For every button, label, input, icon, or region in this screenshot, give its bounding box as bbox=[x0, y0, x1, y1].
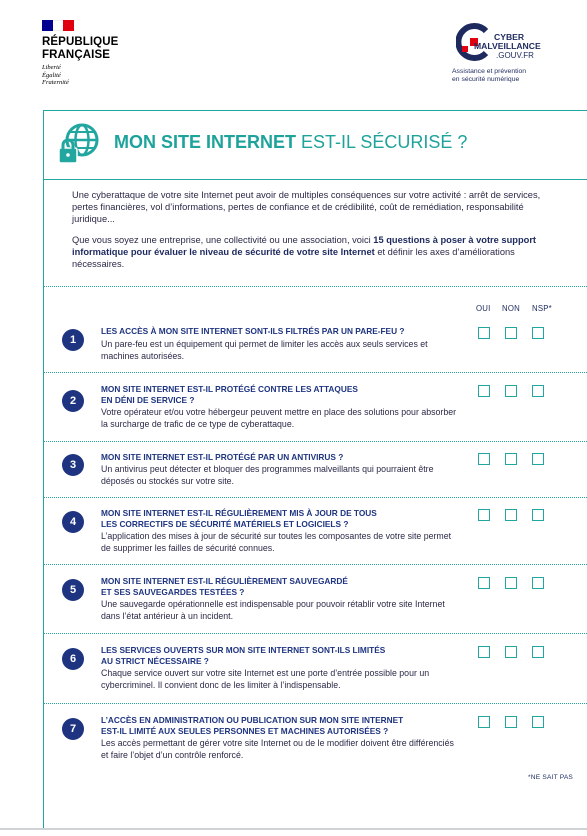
question-title: MON SITE INTERNET EST-IL RÉGULIÈREMENT MIS À JOUR DE TOUS LES CORRECTIFS DE SÉCURITÉ MATÉRIELS ET LOGICIELS ? bbox=[101, 508, 377, 529]
question-number: 2 bbox=[62, 390, 84, 412]
gouv-fr-word: .GOUV.FR bbox=[496, 51, 534, 61]
checkbox-nsp[interactable] bbox=[532, 453, 544, 465]
checkbox-oui[interactable] bbox=[478, 385, 490, 397]
answer-checkboxes bbox=[478, 385, 544, 397]
cyber-word: CYBER bbox=[494, 32, 525, 42]
cybermalveillance-tagline: Assistance et prévention en sécurité numérique bbox=[452, 68, 527, 83]
checkbox-oui[interactable] bbox=[478, 327, 490, 339]
intro-text bbox=[72, 190, 552, 271]
question-description: Un antivirus peut détecter et bloquer des programmes malveillants qui pourraient être déposés ou stockés sur votre site. bbox=[101, 464, 434, 486]
question-description: Votre opérateur et/ou votre hébergeur peuvent mettre en place des solutions pour absorber la surcharge de trafic de ce type de cyberattaque. bbox=[101, 407, 457, 429]
question-number: 7 bbox=[62, 718, 84, 740]
question-divider bbox=[43, 633, 587, 634]
intro-divider bbox=[43, 286, 587, 287]
checkbox-nsp[interactable] bbox=[532, 577, 544, 589]
globe-lock-icon bbox=[58, 121, 102, 165]
checkbox-nsp[interactable] bbox=[532, 327, 544, 339]
question-description: Les accès permettant de gérer votre site Internet ou de le modifier doivent être différenciés et faire l’objet d’un contrôle renforcé. bbox=[101, 738, 454, 760]
checkbox-oui[interactable] bbox=[478, 716, 490, 728]
question-number: 3 bbox=[62, 454, 84, 476]
question-description: Une sauvegarde opérationnelle est indispensable pour pouvoir rétablir votre site Internet dans l’état antérieur à un incident. bbox=[101, 599, 445, 621]
question-title: MON SITE INTERNET EST-IL RÉGULIÈREMENT SAUVEGARDÉ ET SES SAUVEGARDES TESTÉES ? bbox=[101, 576, 348, 597]
answer-checkboxes bbox=[478, 646, 544, 658]
page-title: MON SITE INTERNET EST-IL SÉCURISÉ ? bbox=[114, 132, 468, 152]
question-title: MON SITE INTERNET EST-IL PROTÉGÉ CONTRE LES ATTAQUES EN DÉNI DE SERVICE ? bbox=[101, 384, 358, 405]
question-description: Chaque service ouvert sur votre site Internet est une porte d’entrée possible pour un cybercriminel. Il convient donc de les limiter à l’indispensable. bbox=[101, 668, 430, 690]
republic-motto: Liberté Égalité Fraternité bbox=[42, 64, 69, 86]
bottom-rule bbox=[0, 828, 587, 830]
checkbox-non[interactable] bbox=[505, 716, 517, 728]
republique-francaise-logo bbox=[42, 20, 162, 87]
question-divider bbox=[43, 372, 587, 373]
question-divider bbox=[43, 564, 587, 565]
question-description: L’application des mises à jour de sécurité sur toutes les composantes de votre site permet de supprimer les failles de sécurité connues. bbox=[101, 531, 452, 553]
question-divider bbox=[43, 441, 587, 442]
question-title: LES SERVICES OUVERTS SUR MON SITE INTERNET SONT-ILS LIMITÉS AU STRICT NÉCESSAIRE ? bbox=[101, 645, 386, 666]
question-title: L’ACCÈS EN ADMINISTRATION OU PUBLICATION SUR MON SITE INTERNET EST-IL LIMITÉ AUX SEULES PERSONNES ET MACHINES AUTORISÉES ? bbox=[101, 715, 404, 736]
column-nsp: NSP* bbox=[532, 304, 552, 313]
checkbox-nsp[interactable] bbox=[532, 385, 544, 397]
malveillance-word: MALVEILLANCE bbox=[474, 41, 541, 52]
checkbox-oui[interactable] bbox=[478, 509, 490, 521]
checkbox-non[interactable] bbox=[505, 327, 517, 339]
answer-checkboxes bbox=[478, 716, 544, 728]
column-oui: OUI bbox=[476, 304, 491, 313]
republic-name: RÉPUBLIQUE FRANÇAISE bbox=[42, 36, 119, 61]
checkbox-non[interactable] bbox=[505, 577, 517, 589]
question-number: 4 bbox=[62, 511, 84, 533]
checkbox-nsp[interactable] bbox=[532, 646, 544, 658]
answer-checkboxes bbox=[478, 509, 544, 521]
checkbox-nsp[interactable] bbox=[532, 509, 544, 521]
cybermalveillance-logo bbox=[452, 20, 582, 84]
intro-paragraph-1: Une cyberattaque de votre site Internet peut avoir de multiples conséquences sur votre activité : arrêt de services, pertes financières, vol d’informations, pertes de confiance et de crédibilité, coût de remédiation, responsabilité juridique... bbox=[72, 190, 541, 224]
question-number: 1 bbox=[62, 329, 84, 351]
answer-checkboxes bbox=[478, 453, 544, 465]
checkbox-oui[interactable] bbox=[478, 577, 490, 589]
question-number: 6 bbox=[62, 648, 84, 670]
checkbox-nsp[interactable] bbox=[532, 716, 544, 728]
question-number: 5 bbox=[62, 579, 84, 601]
checkbox-non[interactable] bbox=[505, 453, 517, 465]
checkbox-non[interactable] bbox=[505, 385, 517, 397]
question-description: Un pare-feu est un équipement qui permet de limiter les accès aux seuls services et machines autorisées. bbox=[101, 339, 428, 361]
checkbox-non[interactable] bbox=[505, 509, 517, 521]
footnote-nsp: *NE SAIT PAS bbox=[528, 774, 574, 781]
checkbox-oui[interactable] bbox=[478, 453, 490, 465]
question-divider bbox=[43, 497, 587, 498]
answer-checkboxes bbox=[478, 327, 544, 339]
checkbox-non[interactable] bbox=[505, 646, 517, 658]
question-title: MON SITE INTERNET EST-IL PROTÉGÉ PAR UN ANTIVIRUS ? bbox=[101, 452, 344, 462]
question-divider bbox=[43, 703, 587, 704]
checkbox-oui[interactable] bbox=[478, 646, 490, 658]
question-title: LES ACCÈS À MON SITE INTERNET SONT-ILS FILTRÉS PAR UN PARE-FEU ? bbox=[101, 326, 405, 336]
title-divider bbox=[43, 179, 587, 180]
intro-paragraph-2: Que vous soyez une entreprise, une collectivité ou une association, voici 15 questions à poser à votre support informatique pour évaluer le niveau de sécurité de votre site Internet et définir les axes d’améliorations nécessaires. bbox=[72, 235, 537, 269]
french-flag-icon bbox=[42, 20, 74, 31]
answer-checkboxes bbox=[478, 577, 544, 589]
column-non: NON bbox=[502, 304, 520, 313]
